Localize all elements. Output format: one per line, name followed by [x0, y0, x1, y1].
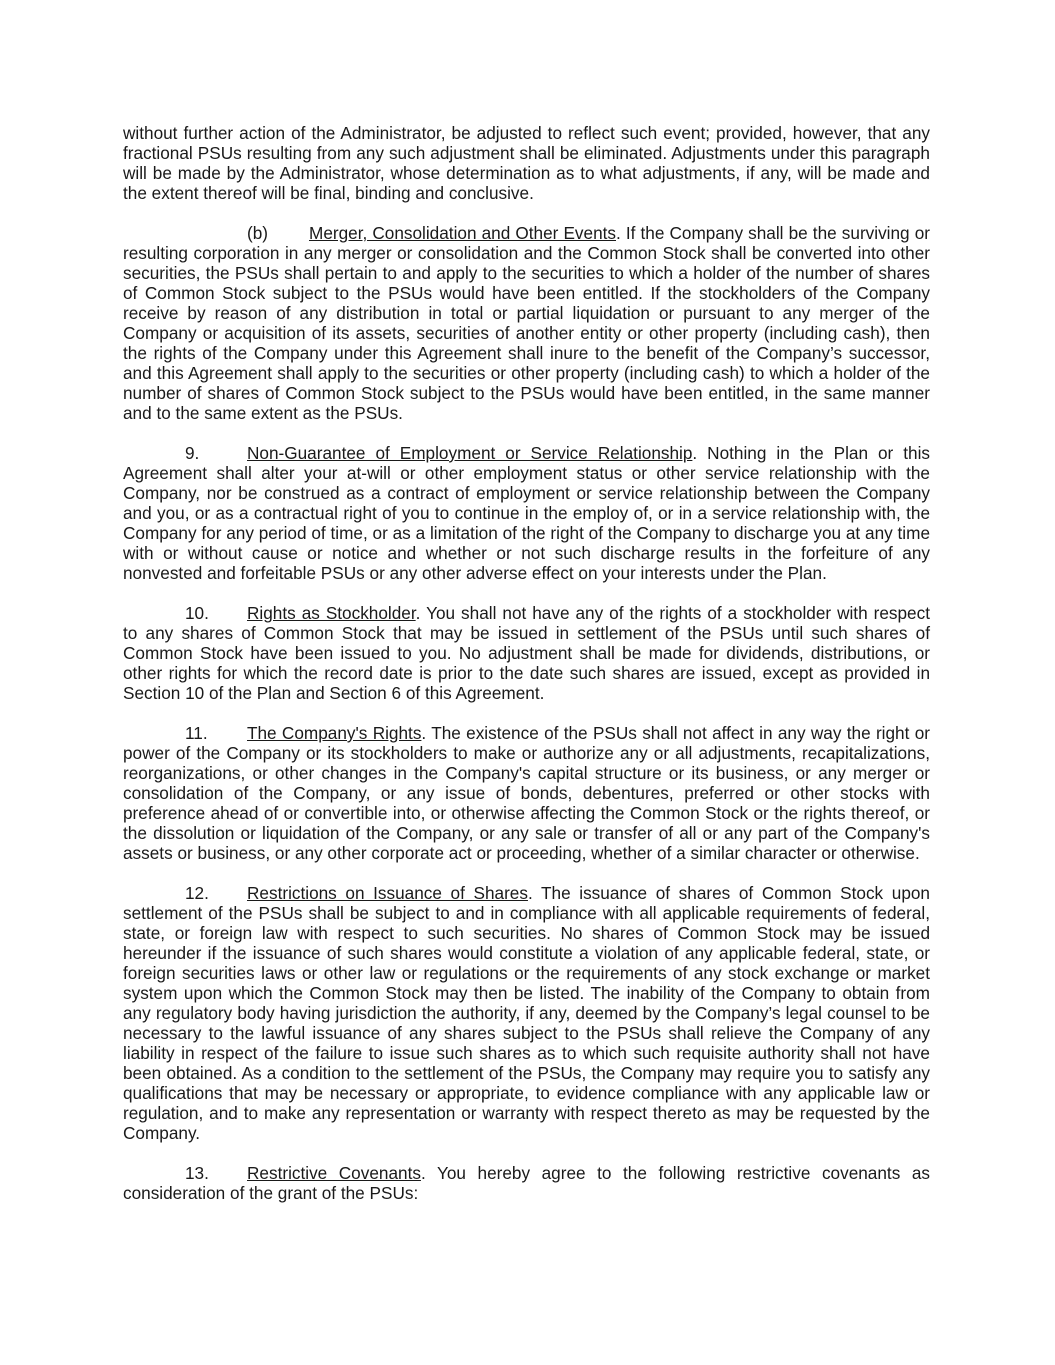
section-10-label: 10.: [185, 603, 209, 623]
section-11-heading: The Company's Rights: [247, 723, 422, 743]
section-b-paragraph: [123, 223, 930, 423]
section-13-paragraph: [123, 1163, 930, 1203]
section-9-heading: Non-Guarantee of Employment or Service Relationship: [247, 443, 693, 463]
section-9-label: 9.: [185, 443, 200, 463]
section-12-label: 12.: [185, 883, 209, 903]
section-b-text: . If the Company shall be the surviving or resulting corporation in any merger or consolidation and the Common Stock shall be converted into other securities, the PSUs shall pertain to and apply to the securities to which a holder of the number of shares of Common Stock subject to the PSUs would have been entitled. If the stockholders of the Company receive by reason of any distribution in total or partial liquidation or pursuant to any merger of the Company or acquisition of its assets, securities of another entity or other property (including cash), then the rights of the Company under this Agreement shall inure to the benefit of the Company’s successor, and this Agreement shall apply to the securities or other property (including cash) to which a holder of the number of shares of Common Stock subject to the PSUs would have been entitled, in the same manner and to the same extent as the PSUs.: [123, 223, 930, 423]
section-13-label: 13.: [185, 1163, 209, 1183]
section-b-heading: Merger, Consolidation and Other Events: [309, 223, 616, 243]
section-10-text: . You shall not have any of the rights of a stockholder with respect to any shares of Common Stock that may be issued in settlement of the PSUs until such shares of Common Stock have been issued to you. No adjustment shall be made for dividends, distributions, or other rights for which the record date is prior to the date such shares are issued, except as provided in Section 10 of the Plan and Section 6 of this Agreement.: [123, 603, 930, 703]
paragraph-continuation: [123, 123, 930, 203]
section-9-paragraph: [123, 443, 930, 583]
paragraph-text: without further action of the Administrator, be adjusted to reflect such event; provided, however, that any fractional PSUs resulting from any such adjustment shall be eliminated. Adjustments under this paragraph will be made by the Administrator, whose determination as to what adjustments, if any, will be made and the extent thereof will be final, binding and conclusive.: [123, 123, 930, 203]
section-12-paragraph: [123, 883, 930, 1143]
section-10-paragraph: [123, 603, 930, 703]
section-13-text: . You hereby agree to the following restrictive covenants as consideration of the grant of the PSUs:: [123, 1163, 930, 1203]
section-9-text: . Nothing in the Plan or this Agreement shall alter your at-will or other employment status or other service relationship with the Company, nor be construed as a contract of employment or service relationship between the Company and you, or as a contractual right of you to continue in the employ of, or in a service relationship with, the Company for any period of time, or as a limitation of the right of the Company to discharge you at any time with or without cause or notice and whether or not such discharge results in the forfeiture of any nonvested and forfeitable PSUs or any other adverse effect on your interests under the Plan.: [123, 443, 930, 583]
section-11-paragraph: [123, 723, 930, 863]
section-12-text: . The issuance of shares of Common Stock upon settlement of the PSUs shall be subject to and in compliance with all applicable requirements of federal, state, or foreign law with respect to such securities. No shares of Common Stock may be issued hereunder if the issuance of such shares would constitute a violation of any applicable federal, state, or foreign securities laws or other law or regulations or the requirements of any stock exchange or market system upon which the Common Stock may then be listed. The inability of the Company to obtain from any regulatory body having jurisdiction the authority, if any, deemed by the Company’s legal counsel to be necessary to the lawful issuance of any shares subject to the PSUs shall relieve the Company of any liability in respect of the failure to issue such shares as to which such requisite authority shall not have been obtained. As a condition to the settlement of the PSUs, the Company may require you to satisfy any qualifications that may be necessary or appropriate, to evidence compliance with any applicable law or regulation, and to make any representation or warranty with respect thereto as may be requested by the Company.: [123, 883, 930, 1143]
section-b-label: (b): [247, 223, 269, 243]
section-13-heading: Restrictive Covenants: [247, 1163, 421, 1183]
section-10-heading: Rights as Stockholder: [247, 603, 416, 623]
section-11-label: 11.: [185, 723, 208, 743]
section-12-heading: Restrictions on Issuance of Shares: [247, 883, 528, 903]
section-11-text: . The existence of the PSUs shall not affect in any way the right or power of the Company or its stockholders to make or authorize any or all adjustments, recapitalizations, reorganizations, or other changes in the Company's capital structure or its business, or any merger or consolidation of the Company, or any issue of bonds, debentures, preferred or other stocks with preference ahead of or convertible into, or otherwise affecting the Common Stock or the rights thereof, or the dissolution or liquidation of the Company, or any sale or transfer of all or any part of the Company's assets or business, or any other corporate act or proceeding, whether of a similar character or otherwise.: [123, 723, 930, 863]
